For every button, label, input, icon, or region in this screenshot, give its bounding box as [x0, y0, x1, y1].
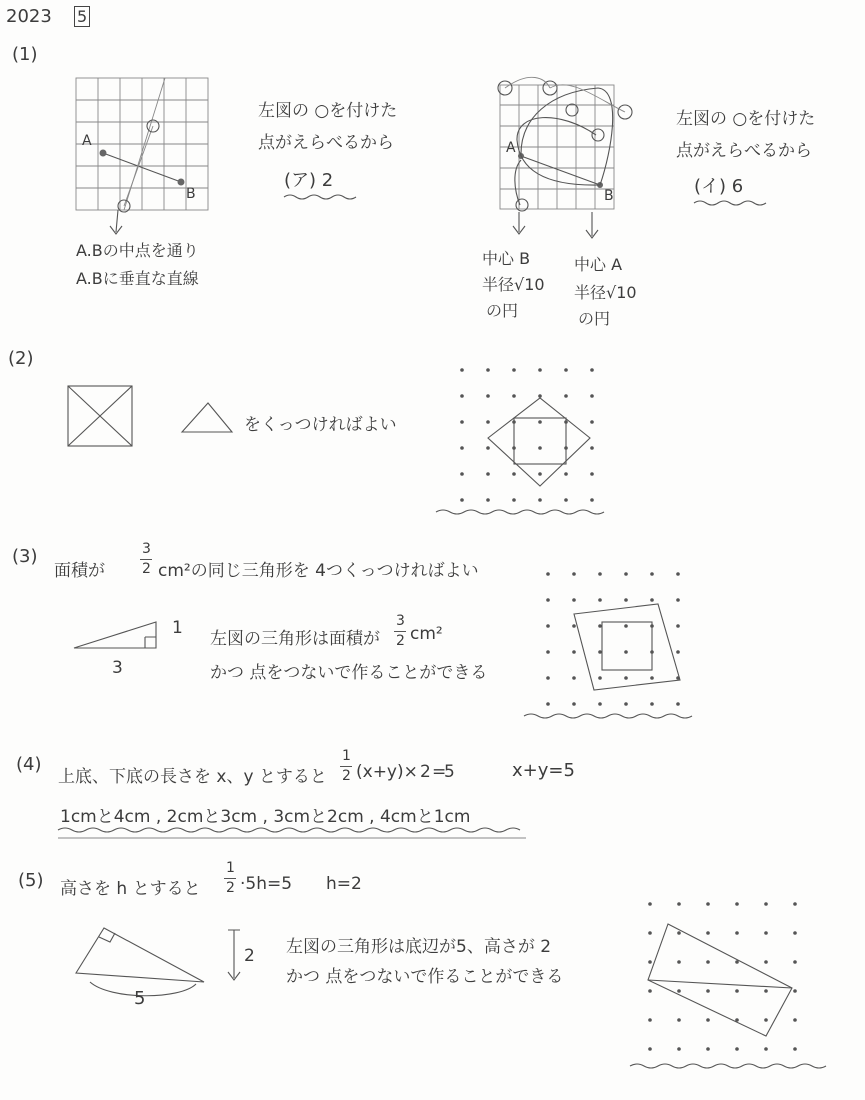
q4-label: (4): [16, 754, 42, 775]
grid-dot: [735, 989, 739, 993]
grid-dot: [598, 624, 602, 628]
q1-left-answer: (ア) 2: [284, 170, 334, 191]
grid-dot: [676, 650, 680, 654]
q4-eq-fraction-bar: [340, 766, 352, 767]
grid-dot: [648, 989, 652, 993]
grid-dot: [546, 650, 550, 654]
q1-left-reason-1: 左図の ○を付けた: [258, 101, 398, 121]
grid-dot: [676, 572, 680, 576]
q3-side-3: 3: [112, 658, 123, 678]
grid-dot: [677, 931, 681, 935]
q4-eq-c: 2: [420, 762, 431, 782]
grid-dot: [648, 960, 652, 964]
q1-point-b-left: B: [186, 186, 196, 202]
q3-statement-num: 3: [142, 541, 151, 557]
grid-dot: [512, 472, 516, 476]
q3-dot-grid: [546, 572, 680, 706]
grid-dot: [677, 1018, 681, 1022]
q5-reason-1: 左図の三角形は底辺が5、高さが 2: [286, 937, 552, 957]
grid-dot: [676, 598, 680, 602]
problem-number: 5: [74, 6, 90, 27]
grid-dot: [460, 498, 464, 502]
grid-dot: [572, 650, 576, 654]
q1-left-note-1: A.Bの中点を通り: [76, 241, 199, 260]
q3-triangle-figure: [74, 622, 156, 648]
q2-dot-grid: [460, 368, 594, 502]
grid-dot: [486, 446, 490, 450]
grid-dot: [706, 931, 710, 935]
q4-eq-den: 2: [342, 768, 351, 784]
grid-dot: [624, 624, 628, 628]
grid-dot: [706, 1018, 710, 1022]
grid-dot: [793, 931, 797, 935]
grid-dot: [648, 1047, 652, 1051]
grid-dot: [735, 902, 739, 906]
q4-eq-e: 5: [444, 762, 455, 782]
grid-dot: [546, 676, 550, 680]
grid-dot: [624, 702, 628, 706]
grid-dot: [624, 650, 628, 654]
grid-dot: [512, 394, 516, 398]
grid-dot: [706, 902, 710, 906]
grid-dot: [624, 572, 628, 576]
grid-dot: [572, 598, 576, 602]
q3-reason-b: かつ 点をつないで作ることができる: [210, 663, 488, 683]
q1-left-note-2: A.Bに垂直な直線: [76, 269, 199, 288]
grid-dot: [538, 498, 542, 502]
grid-dot: [624, 598, 628, 602]
grid-dot: [793, 1018, 797, 1022]
grid-dot: [538, 472, 542, 476]
q5-base-label: 5: [134, 988, 146, 1009]
grid-dot: [590, 472, 594, 476]
grid-dot: [460, 446, 464, 450]
grid-dot: [650, 598, 654, 602]
q1-label: (1): [12, 44, 38, 65]
q3-statement-fraction-bar: [140, 559, 152, 560]
grid-dot: [538, 394, 542, 398]
grid-dot: [546, 598, 550, 602]
grid-dot: [764, 902, 768, 906]
grid-dot: [677, 902, 681, 906]
q3-statement-den: 2: [142, 561, 151, 577]
grid-dot: [677, 989, 681, 993]
grid-dot: [590, 420, 594, 424]
grid-dot: [564, 498, 568, 502]
q1-right-reason-1: 左図の ○を付けた: [676, 109, 816, 129]
grid-dot: [598, 676, 602, 680]
grid-dot: [538, 446, 542, 450]
grid-dot: [677, 1047, 681, 1051]
q3-reason-den: 2: [396, 633, 405, 649]
grid-dot: [624, 676, 628, 680]
grid-dot: [598, 650, 602, 654]
grid-dot: [564, 394, 568, 398]
q3-statement-a: 面積が: [54, 561, 105, 581]
q3-reason-fraction-bar: [394, 631, 406, 632]
grid-dot: [564, 472, 568, 476]
grid-dot: [793, 960, 797, 964]
q2-triangle-figure: [182, 403, 232, 432]
q5-eq-fraction-bar: [224, 878, 236, 879]
grid-dot: [598, 572, 602, 576]
q5-eq-den: 2: [226, 880, 235, 896]
grid-dot: [546, 572, 550, 576]
q3-reason-unit: cm²: [410, 624, 443, 644]
q3-statement-b: cm²の同じ三角形を 4つくっつければよい: [158, 561, 479, 581]
q2-note: をくっつければよい: [244, 415, 397, 435]
q3-reason-a: 左図の三角形は面積が: [210, 629, 380, 649]
q1-right-note-b-3: の円: [486, 301, 519, 320]
q4-eq-result: x+y=5: [512, 760, 575, 781]
q5-reason-2: かつ 点をつないで作ることができる: [286, 967, 564, 987]
grid-dot: [676, 702, 680, 706]
grid-dot: [572, 572, 576, 576]
q1-left-reason-2: 点がえらべるから: [258, 133, 394, 153]
grid-dot: [677, 960, 681, 964]
q1-point-a-left: A: [82, 133, 92, 149]
grid-dot: [538, 368, 542, 372]
grid-dot: [648, 931, 652, 935]
grid-dot: [546, 702, 550, 706]
grid-dot: [572, 702, 576, 706]
grid-dot: [650, 702, 654, 706]
q5-eq-a: 高さを h とすると: [60, 879, 201, 899]
grid-dot: [706, 989, 710, 993]
q3-side-1: 1: [172, 618, 183, 638]
grid-dot: [793, 989, 797, 993]
grid-dot: [460, 472, 464, 476]
q1-right-answer: (イ) 6: [694, 176, 744, 197]
q5-eq-num: 1: [226, 860, 235, 876]
grid-dot: [676, 624, 680, 628]
exam-year: 2023: [6, 6, 52, 27]
q2-label: (2): [8, 348, 34, 369]
q5-label: (5): [18, 870, 44, 891]
grid-dot: [460, 394, 464, 398]
grid-dot: [735, 1047, 739, 1051]
grid-dot: [546, 624, 550, 628]
grid-dot: [572, 624, 576, 628]
grid-dot: [650, 676, 654, 680]
q1-right-note-a-1: 中心 A: [574, 255, 623, 274]
q4-eq-b: (x+y)×: [356, 762, 418, 782]
grid-dot: [764, 960, 768, 964]
grid-dot: [460, 420, 464, 424]
q1-right-grid: [498, 77, 632, 238]
grid-dot: [598, 702, 602, 706]
grid-dot: [486, 368, 490, 372]
q1-right-note-a-3: の円: [578, 309, 611, 328]
grid-dot: [486, 394, 490, 398]
q5-eq-result: h=2: [326, 874, 362, 894]
grid-dot: [590, 368, 594, 372]
grid-dot: [486, 420, 490, 424]
q5-height-label: 2: [244, 946, 255, 966]
grid-dot: [764, 931, 768, 935]
grid-dot: [735, 931, 739, 935]
grid-dot: [764, 1047, 768, 1051]
grid-dot: [793, 1047, 797, 1051]
grid-dot: [793, 902, 797, 906]
q1-right-note-b-1: 中心 B: [482, 249, 531, 268]
grid-dot: [590, 446, 594, 450]
q5-solution: [648, 924, 792, 1036]
q4-eq-d: =: [432, 762, 447, 782]
grid-dot: [764, 989, 768, 993]
grid-dot: [572, 676, 576, 680]
grid-dot: [648, 902, 652, 906]
grid-dot: [538, 420, 542, 424]
q2-square-figure: [68, 386, 132, 446]
grid-dot: [706, 1047, 710, 1051]
q5-dot-grid: [648, 902, 797, 1051]
q3-reason-num: 3: [396, 613, 405, 629]
grid-dot: [590, 498, 594, 502]
grid-dot: [706, 960, 710, 964]
grid-dot: [512, 368, 516, 372]
q3-label: (3): [12, 546, 38, 567]
grid-dot: [648, 1018, 652, 1022]
grid-dot: [486, 472, 490, 476]
q1-right-note-b-2: 半径√10: [482, 275, 545, 294]
q1-point-a-right: A: [506, 140, 516, 156]
q4-eq-a: 上底、下底の長さを x、y とすると: [58, 767, 327, 787]
grid-dot: [590, 394, 594, 398]
grid-dot: [764, 1018, 768, 1022]
grid-dot: [486, 498, 490, 502]
grid-dot: [598, 598, 602, 602]
q4-eq-num: 1: [342, 748, 351, 764]
q1-point-b-right: B: [604, 188, 614, 204]
grid-dot: [564, 368, 568, 372]
q1-right-reason-2: 点がえらべるから: [676, 141, 812, 161]
q4-answer: 1cmと4cm , 2cmと3cm , 3cmと2cm , 4cmと1cm: [60, 807, 471, 827]
q1-right-note-a-2: 半径√10: [574, 283, 637, 302]
grid-dot: [460, 368, 464, 372]
grid-dot: [512, 498, 516, 502]
q5-eq-b: ·5h=5: [240, 874, 293, 894]
q1-left-grid: [76, 78, 208, 234]
grid-dot: [650, 572, 654, 576]
q5-triangle-figure: [76, 928, 240, 996]
